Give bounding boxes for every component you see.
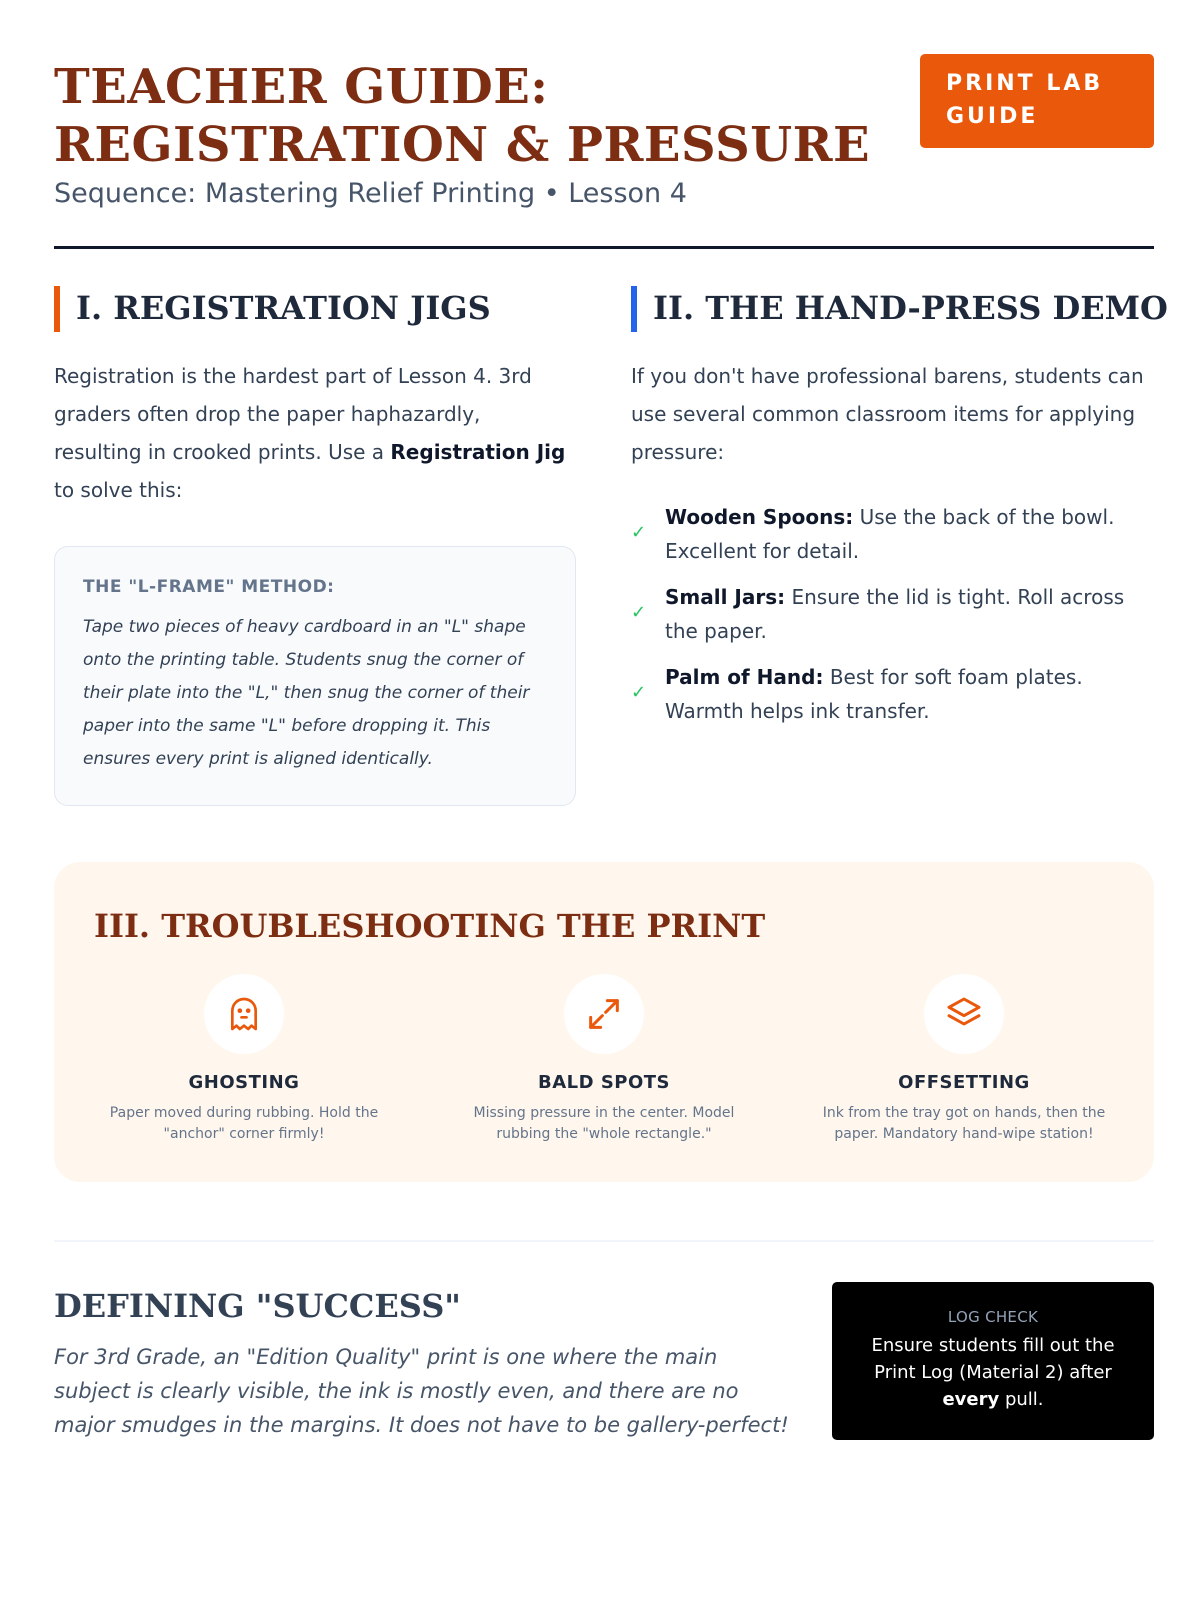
list-item bbox=[631, 660, 1151, 728]
troubleshooting-panel bbox=[54, 862, 1154, 1182]
section-divider bbox=[54, 1240, 1154, 1242]
tool-description: Ensure the lid is tight. Roll across the paper. bbox=[665, 585, 1125, 643]
section-registration-heading bbox=[54, 286, 491, 330]
pressure-tools-list bbox=[631, 500, 1151, 740]
log-check-label: LOG CHECK bbox=[947, 1308, 1039, 1326]
header-divider bbox=[54, 246, 1154, 249]
log-check-text-end: pull. bbox=[999, 1389, 1044, 1410]
tool-name: Small Jars: bbox=[665, 585, 786, 609]
registration-jig-term: Registration Jig bbox=[390, 440, 566, 464]
section-hand-press-title: II. THE HAND-PRESS DEMO bbox=[653, 289, 1168, 327]
hand-press-intro: If you don't have professional barens, students can use several common classroom items for applying pressure: bbox=[631, 364, 1144, 464]
registration-intro bbox=[54, 357, 574, 509]
section-accent-bar bbox=[54, 286, 60, 332]
registration-intro-end: to solve this: bbox=[54, 478, 183, 502]
section-accent-bar bbox=[631, 286, 637, 332]
issue-description: Missing pressure in the center. Model rubbing the "whole rectangle." bbox=[473, 1105, 735, 1142]
issue-card-ghosting bbox=[74, 974, 414, 1145]
expand-arrows-icon bbox=[564, 974, 644, 1054]
page-subtitle: Sequence: Mastering Relief Printing • Lesson 4 bbox=[54, 178, 687, 209]
check-icon: ✓ bbox=[631, 602, 647, 623]
issue-description: Paper moved during rubbing. Hold the "anchor" corner firmly! bbox=[109, 1105, 379, 1142]
page-header bbox=[54, 54, 1154, 254]
defining-success-heading: DEFINING "SUCCESS" bbox=[54, 1287, 461, 1325]
list-item bbox=[631, 580, 1151, 648]
ghost-icon bbox=[204, 974, 284, 1054]
issue-description: Ink from the tray got on hands, then the paper. Mandatory hand-wipe station! bbox=[822, 1105, 1106, 1142]
list-item bbox=[631, 500, 1151, 568]
registration-intro-text: Registration is the hardest part of Lesson 4. 3rd graders often drop the paper haphazardly, resulting in crooked prints. Use a bbox=[54, 364, 532, 464]
issue-title: BALD SPOTS bbox=[537, 1072, 671, 1093]
log-check-text-start: Ensure students fill out the Print Log (Material 2) after bbox=[871, 1335, 1115, 1383]
tool-name: Palm of Hand: bbox=[665, 665, 824, 689]
issue-card-offsetting bbox=[794, 974, 1134, 1145]
l-frame-method-label: THE "L-FRAME" METHOD: bbox=[83, 577, 335, 597]
print-lab-guide-badge: PRINT LAB GUIDE bbox=[920, 54, 1154, 148]
tool-description: Use the back of the bowl. Excellent for detail. bbox=[665, 505, 1115, 563]
issue-title: GHOSTING bbox=[188, 1072, 300, 1093]
log-check-emphasis: every bbox=[942, 1389, 1000, 1410]
l-frame-method-card bbox=[54, 546, 576, 806]
issue-title: OFFSETTING bbox=[898, 1072, 1030, 1093]
log-check-text bbox=[832, 1332, 1154, 1413]
page-title: TEACHER GUIDE: REGISTRATION & PRESSURE bbox=[54, 59, 871, 173]
troubleshooting-heading: III. TROUBLESHOOTING THE PRINT bbox=[94, 907, 766, 945]
layers-icon bbox=[924, 974, 1004, 1054]
tool-name: Wooden Spoons: bbox=[665, 505, 854, 529]
log-check-box bbox=[832, 1282, 1154, 1440]
issue-card-bald-spots bbox=[434, 974, 774, 1145]
section-registration-title: I. REGISTRATION JIGS bbox=[76, 289, 491, 327]
check-icon: ✓ bbox=[631, 682, 647, 703]
defining-success-text: For 3rd Grade, an "Edition Quality" print is one where the main subject is clearly visible, the ink is mostly even, and there are no major smudges in the margins. It does not have to be gallery-perfect! bbox=[54, 1345, 789, 1437]
section-hand-press-heading bbox=[631, 286, 1168, 330]
check-icon: ✓ bbox=[631, 522, 647, 543]
l-frame-method-text: Tape two pieces of heavy cardboard in an "L" shape onto the printing table. Students snug the corner of their plate into the "L," then snug the corner of their paper into the same "L" before dropping it. This ensures every print is aligned identically. bbox=[83, 617, 530, 769]
tool-description: Best for soft foam plates. Warmth helps ink transfer. bbox=[665, 665, 1083, 723]
